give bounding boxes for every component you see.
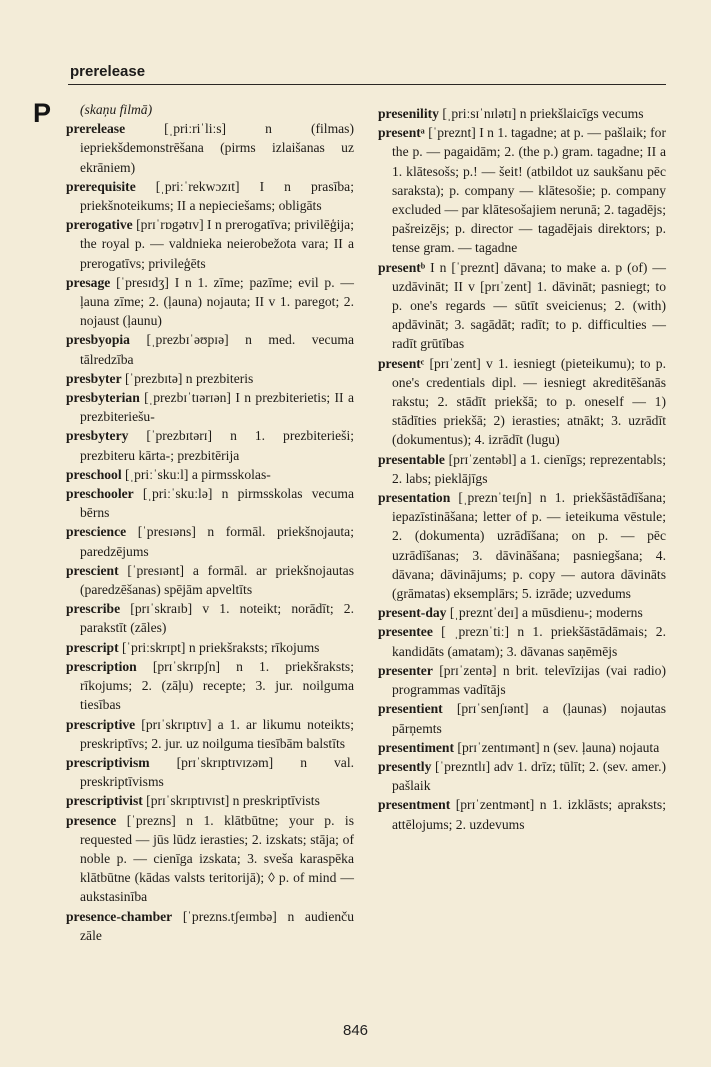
entry-headword: presentable xyxy=(378,451,445,467)
entry-definition: [prɪˈskraɪb] v 1. noteikt; norādīt; 2. parakstīt (zāles) xyxy=(80,601,354,636)
entry-headword: present-day xyxy=(378,605,447,621)
continuation-text: (skaņu filmā) xyxy=(80,102,153,117)
dictionary-entry xyxy=(66,657,354,715)
entry-headword: prescriptivism xyxy=(66,754,150,770)
entry-definition: [ˌpriːˈrekwɔzɪt] I n prasība; priekšnoteikums; II a nepieciešams; obligāts xyxy=(80,178,354,214)
entry-headword: presently xyxy=(378,758,432,774)
entry-definition: [prɪˈzentə] n brit. televīzijas (vai radio) programmas vadītājs xyxy=(392,662,666,698)
entry-definition: [ˈprezbɪtə] n prezbiteris xyxy=(121,370,254,386)
dictionary-entry xyxy=(66,811,354,907)
dictionary-entry xyxy=(66,388,354,426)
entry-headword: presence-chamber xyxy=(66,908,173,924)
entry-definition: [ˌpriːˈskuːl] a pirmsskolas- xyxy=(121,466,271,482)
entry-headword: presentᶜ xyxy=(378,355,425,371)
left-column xyxy=(66,100,354,945)
entry-headword: prescience xyxy=(66,524,127,540)
entry-definition: [prɪˈzentəbl] a 1. cienīgs; reprezentabls; 2. labs; pieklājīgs xyxy=(392,451,666,486)
header-rule xyxy=(68,84,666,85)
entry-headword: preschooler xyxy=(66,486,134,502)
page-number: 846 xyxy=(342,1022,369,1039)
entry-definition: [ˌprezbɪˈtɪərɪən] I n prezbiterietis; II a prezbiteriešu- xyxy=(80,390,354,425)
dictionary-entry xyxy=(378,757,666,795)
entry-definition: [ˌprezbɪˈəʊpɪə] n med. vecuma tālredzība xyxy=(80,332,354,367)
entry-definition: [ˌpriːsɪˈnɪlətɪ] n priekšlaicīgs vecums xyxy=(438,106,644,121)
entry-headword: prescriptive xyxy=(66,716,136,732)
entry-definition: [ˈpriːskrɪpt] n priekšraksts; rīkojums xyxy=(118,639,320,655)
dictionary-entry xyxy=(378,104,666,123)
entry-definition: [ ˌpreznˈtiː] n 1. priekšāstādāmais; 2. kandidāts (amatam); 3. dāvanas saņēmējs xyxy=(392,624,666,659)
entry-headword: presentient xyxy=(378,701,443,717)
entry-definition: [prɪˈsenʃɪənt] a (ļaunas) nojautas pārņemts xyxy=(392,701,666,736)
dictionary-entry xyxy=(66,791,354,810)
dictionary-entry xyxy=(378,738,666,757)
entry-headword: prescient xyxy=(66,562,119,578)
entry-headword: presentee xyxy=(378,624,433,640)
entry-headword: prescriptivist xyxy=(66,793,143,809)
entry-definition: [ˈpresɪənt] a formāl. ar priekšnojautas (paredzēšanas) spējām apveltīts xyxy=(80,562,354,598)
dictionary-entry xyxy=(66,426,354,464)
entry-definition: [prɪˈskrɪptɪv] a 1. ar likumu noteikts; preskriptīvs; 2. jur. uz noilguma tiesībām balstīts xyxy=(80,716,354,751)
dictionary-entry xyxy=(66,522,354,560)
dictionary-entry xyxy=(378,354,666,450)
entry-headword: presage xyxy=(66,274,111,290)
entry-definition: [ˈprezns] n 1. klātbūtne; your p. is requested — jūs lūdz ierasties; 2. izskats; stāja; of noble p. — cienīga izskata; 3. sveša karaspēka klātbūtne (kādas valsts teritorijā); ◊ p. of mind — aukstasinība xyxy=(80,812,354,905)
entry-definition: [prɪˈzentmənt] n 1. izklāsts; apraksts; attēlojums; 2. uzdevums xyxy=(392,797,666,832)
dictionary-entry xyxy=(378,795,666,833)
dictionary-entry xyxy=(378,450,666,488)
dictionary-entry xyxy=(66,715,354,753)
entry-definition: [ˌpreznˈteɪʃn] n 1. priekšāstādīšana; iepazīstināšana; letter of p. — ieteikuma vēstule; 2. (dokumenta) uzrādīšana; on p. — pēc uzrādīšanas; 3. dāvināšana; pasniegšana; 4. dāvana; dāvinājums; p. copy — autora dāvināts (grāmatas) eksemplārs; 5. izrāde; uzvedums xyxy=(392,490,666,602)
entry-definition: [prɪˈskrɪptɪvɪst] n preskriptīvists xyxy=(142,793,320,809)
dictionary-entry xyxy=(66,369,354,388)
dictionary-entry xyxy=(66,561,354,599)
left-entry-list xyxy=(66,119,354,945)
dictionary-entry xyxy=(378,123,666,257)
dictionary-entry xyxy=(378,603,666,622)
entry-headword: presbytery xyxy=(66,428,129,444)
entry-headword: presentᵇ xyxy=(378,259,426,275)
dictionary-entry xyxy=(378,488,666,603)
entry-definition: [prɪˈrɒgətɪv] I n prerogatīva; privilēģija; the royal p. — valdnieka neierobežota vara; II a prerogatīvs; privileģēts xyxy=(80,217,354,271)
entry-definition: [ˈprezntlɪ] adv 1. drīz; tūlīt; 2. (sev. amer.) pašlaik xyxy=(392,758,666,794)
dictionary-entry xyxy=(66,484,354,522)
dictionary-entry xyxy=(66,465,354,484)
entry-definition: [prɪˈskrɪpʃn] n 1. priekšraksts; rīkojums; 2. (zāļu) recepte; 3. jur. noilguma tiesības xyxy=(80,658,354,713)
entry-headword: prescription xyxy=(66,658,137,674)
dictionary-entry xyxy=(66,753,354,791)
entry-headword: prescript xyxy=(66,639,119,655)
entry-definition: [ˈpreznt] I n 1. tagadne; at p. — pašlaik; for the p. — pagaidām; 2. (the p.) gram. tagadne; II a 1. klātesošs; p.! — šeit! (atbildot uz saukšanu pēc saraksta); p. company — klātesošie; p. company excluded — par klātesošajiem nerunā; 2. tagadējs; pašreizējs; p. director — tagadējais direktors; p. tense gram. — tagadne xyxy=(392,125,666,256)
entry-headword: presentation xyxy=(378,490,451,506)
entry-definition: [ˌpriːˈskuːlə] n pirmsskolas vecuma bērns xyxy=(80,486,354,521)
dictionary-entry xyxy=(66,907,354,945)
entry-definition: [prɪˈskrɪptɪvɪzəm] n val. preskriptīvisms xyxy=(80,754,354,790)
dictionary-entry xyxy=(66,638,354,657)
section-letter: P xyxy=(33,98,52,128)
entry-definition: [ˌpriːriˈliːs] n (filmas) iepriekšdemonstrēšana (pirms izlaišanas uz ekrāniem) xyxy=(80,121,354,175)
right-column xyxy=(378,104,666,834)
dictionary-entry xyxy=(66,330,354,368)
entry-headword: prerequisite xyxy=(66,178,136,194)
entry-headword: presentᵃ xyxy=(378,125,425,141)
dictionary-entry xyxy=(378,258,666,354)
dictionary-entry xyxy=(378,661,666,699)
entry-headword: presenter xyxy=(378,662,433,678)
dictionary-entry xyxy=(378,622,666,660)
entry-definition: I n [ˈpreznt] dāvana; to make a. p (of) — uzdāvināt; II v [prɪˈzent] 1. dāvināt; pasniegt; to p. one's regards — sūtīt sveicienus; 2. (with) apdāvināt; 3. sagādāt; radīt; to p. difficulties — radīt grūtības xyxy=(392,259,666,352)
entry-definition: [ˈprezns.tʃeɪmbə] n audienču zāle xyxy=(80,908,354,943)
dictionary-entry xyxy=(66,119,354,177)
entry-definition: [ˈpresɪdʒ] I n 1. zīme; pazīme; evil p. — ļauna zīme; 2. (ļauna) nojauta; II v 1. paregot; 2. nojaust (ļaunu) xyxy=(80,274,354,329)
running-head: prerelease xyxy=(70,63,146,80)
entry-definition: [prɪˈzentɪmənt] n (sev. ļauna) nojauta xyxy=(454,739,660,755)
entry-definition: [ˈprezbɪtərɪ] n 1. prezbiterieši; prezbiteru kārta-; prezbitērija xyxy=(80,428,354,463)
entry-headword: presbyter xyxy=(66,370,122,386)
entry-headword: prescribe xyxy=(66,601,121,617)
entry-headword: preschool xyxy=(66,466,122,482)
entry-headword: prerelease xyxy=(66,121,126,137)
entry-definition: [prɪˈzent] v 1. iesniegt (pieteikumu); to p. one's credentials dipl. — iesniegt akreditēšanās rakstu; 2. stādīt priekšā; to p. oneself — 1) stādīties priekšā; 2) ierasties; atnākt; 3. uzrādīt (dokumentus); 4. izrādīt (lugu) xyxy=(392,355,666,448)
entry-definition: [ˌprezntˈdeɪ] a mūsdienu-; moderns xyxy=(446,605,643,621)
entry-headword: presbyterian xyxy=(66,390,140,406)
dictionary-entry xyxy=(378,699,666,737)
entry-headword: presbyopia xyxy=(66,332,130,348)
dictionary-entry xyxy=(66,177,354,215)
entry-headword: presence xyxy=(66,812,117,828)
entry-headword: presentment xyxy=(378,797,451,813)
dictionary-entry xyxy=(66,273,354,331)
entry-definition: [ˈpresɪəns] n formāl. priekšnojauta; paredzējums xyxy=(80,524,354,559)
entry-headword: presentiment xyxy=(378,739,455,755)
entry-headword: presenility xyxy=(378,106,439,121)
dictionary-entry xyxy=(66,599,354,637)
right-entry-list xyxy=(378,104,666,834)
dictionary-entry xyxy=(66,215,354,273)
entry-headword: prerogative xyxy=(66,217,133,233)
